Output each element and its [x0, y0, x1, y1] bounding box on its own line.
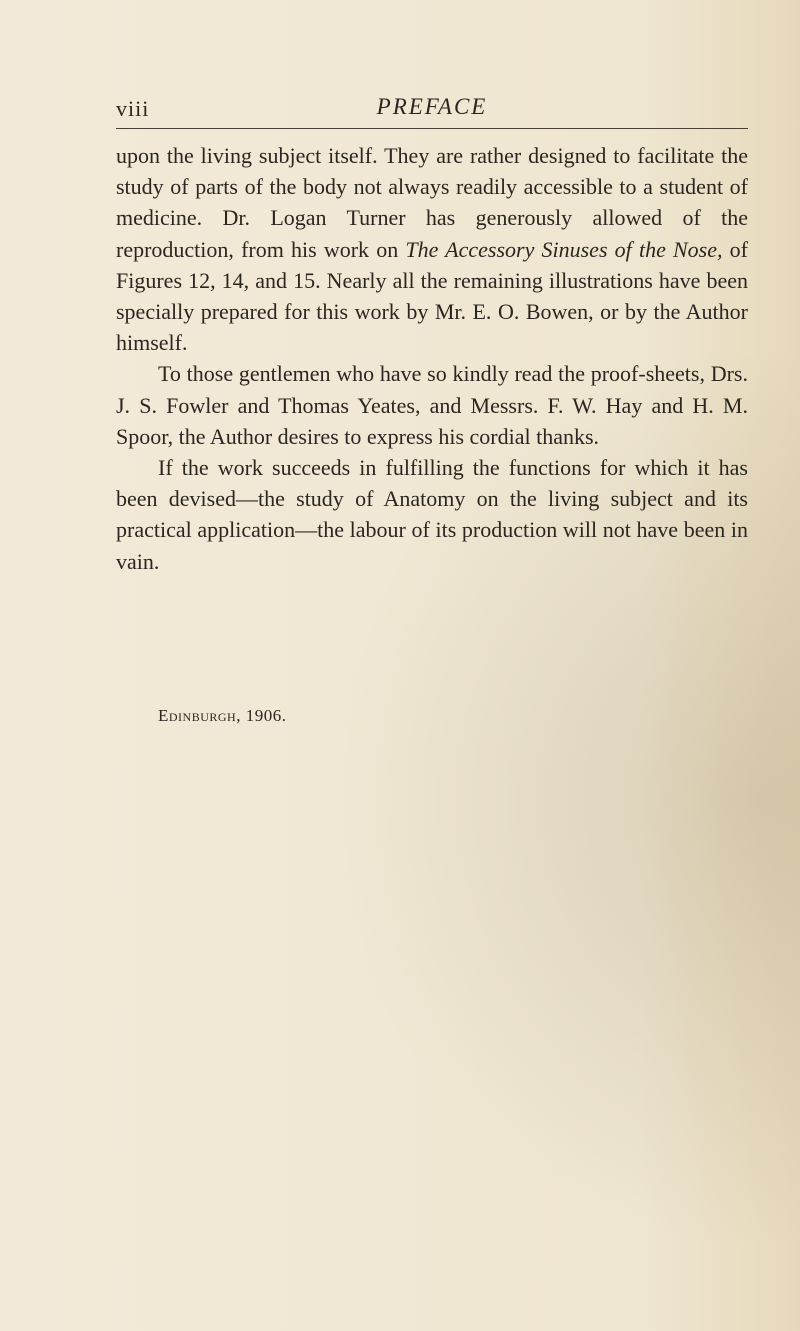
paragraph-2 — [116, 358, 748, 452]
paragraph-1-text-1: upon the living subject itself. They are rather designed to facilitate the study of parts of the body not always readily accessible to a student of medicine. Dr. Logan Turner has generously allowed of the reproduction, from his work on — [116, 143, 748, 262]
body-text — [116, 140, 748, 577]
header-rule — [116, 128, 748, 129]
paragraph-1 — [116, 140, 748, 358]
paragraph-1-text-2: of Figures 12, 14, and 15. Nearly all the remaining illustrations have been specially prepared for this work by Mr. E. O. Bowen, or by the Author himself. — [116, 236, 748, 356]
book-title-reference: The Accessory Sinuses of the Nose, — [405, 236, 723, 262]
page-number: viii — [116, 96, 150, 121]
running-title: PREFACE — [376, 94, 488, 119]
paragraph-3-text: If the work succeeds in fulfilling the functions for which it has been devised—the study of Anatomy on the living subject and its practical application—the labour of its production will not have been in vain. — [116, 455, 748, 574]
paragraph-2-text: To those gentlemen who have so kindly read the proof-sheets, Drs. J. S. Fowler and Thomas Yeates, and Messrs. F. W. Hay and H. M. Spoor, the Author desires to express his cordial thanks. — [116, 361, 748, 449]
running-head — [116, 90, 748, 124]
place-date-signoff: Edinburgh, 1906. — [158, 706, 287, 725]
paragraph-3 — [116, 452, 748, 577]
